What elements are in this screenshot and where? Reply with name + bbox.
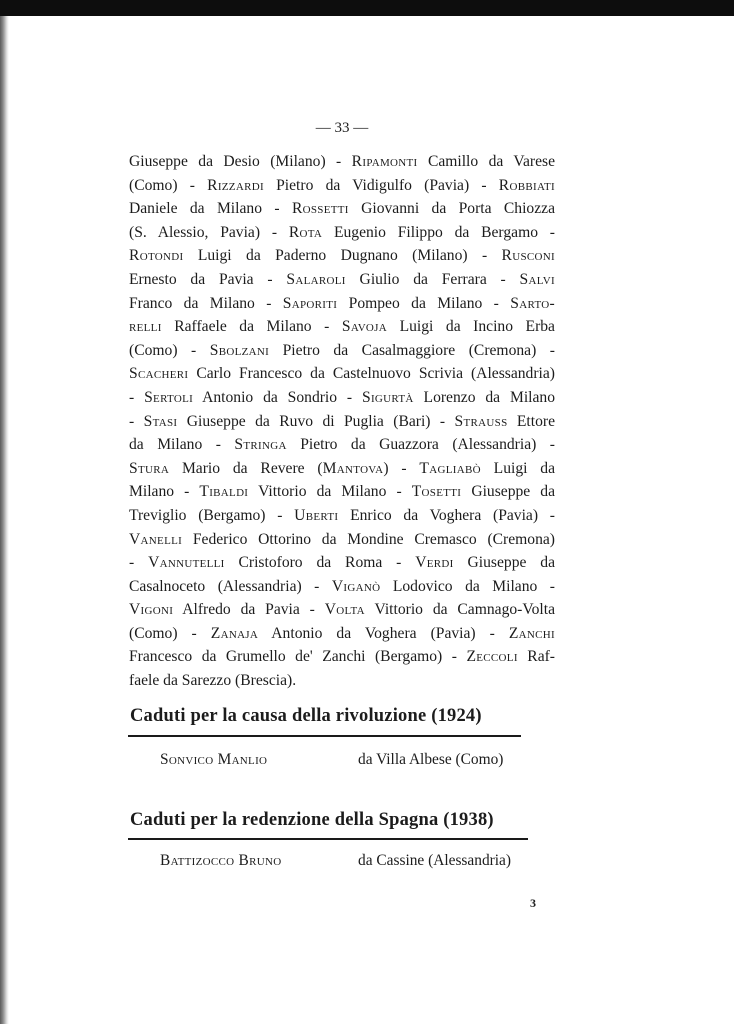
surname: Zeccoli xyxy=(466,648,518,666)
surname: Ripamonti xyxy=(351,153,418,170)
surname: Sigurtà xyxy=(362,388,414,406)
text-line xyxy=(129,504,555,528)
text-segment: Antonio da Voghera (Pavia) - xyxy=(258,624,509,642)
text-segment: (S. Alessio, Pavia) - xyxy=(129,223,289,241)
surname: Salaroli xyxy=(286,270,346,288)
text-line xyxy=(129,410,555,434)
surname: Robbiati xyxy=(498,176,555,194)
text-segment: Giuseppe da xyxy=(461,483,555,501)
text-line xyxy=(129,197,555,221)
surname: Rota xyxy=(288,223,323,241)
text-line xyxy=(129,551,555,575)
fallen-entry-row xyxy=(0,852,734,874)
text-line xyxy=(129,315,555,339)
text-line xyxy=(129,622,555,646)
surname: Scacheri xyxy=(129,365,189,383)
text-segment: Alfredo da Pavia - xyxy=(173,601,325,619)
surname: Savoja xyxy=(341,318,388,336)
text-segment: Ettore xyxy=(507,412,556,430)
text-segment: Raf- xyxy=(517,648,555,666)
surname: Rossetti xyxy=(291,200,349,218)
surname: Stasi xyxy=(143,412,178,430)
text-segment: - xyxy=(129,388,145,406)
text-segment: Pietro da Vidigulfo (Pavia) - xyxy=(263,176,499,194)
text-segment: faele da Sarezzo (Brescia). xyxy=(129,672,297,690)
surname: Sbolzani xyxy=(209,341,270,359)
text-segment: Luigi da xyxy=(480,459,555,477)
text-line xyxy=(129,268,555,292)
text-segment: Vittorio da Milano - xyxy=(248,483,412,501)
section-heading-revolution: Caduti per la causa della rivoluzione (1924) xyxy=(130,706,482,726)
surname: Viganò xyxy=(331,577,381,595)
text-segment: Eugenio Filippo da Bergamo - xyxy=(322,223,555,241)
text-line xyxy=(129,598,555,622)
text-segment: Antonio da Sondrio - xyxy=(193,388,362,406)
surname: Vannutelli xyxy=(148,554,225,572)
fallen-name: Battizocco Bruno xyxy=(160,852,282,869)
text-segment: (Como) - xyxy=(129,176,208,194)
fallen-origin: da Villa Albese (Como) xyxy=(358,751,504,768)
page-number: — 33 — xyxy=(315,120,369,136)
text-segment: Daniele da Milano - xyxy=(129,200,292,218)
text-line xyxy=(129,433,555,457)
text-segment: Giulio da Ferrara - xyxy=(345,270,520,288)
text-segment: Federico Ottorino da Mondine Cremasco (Cremona) xyxy=(182,530,555,548)
text-segment: Francesco da Grumello de' Zanchi (Bergamo) - xyxy=(129,648,467,666)
surname: Tagliabò xyxy=(419,459,481,477)
text-line xyxy=(129,292,555,316)
text-segment: Treviglio (Bergamo) - xyxy=(129,506,295,524)
surname: relli xyxy=(129,318,162,336)
text-segment: Cristoforo da Roma - xyxy=(224,554,416,572)
text-line xyxy=(129,528,555,552)
text-segment: - xyxy=(129,412,144,430)
text-segment: Luigi da Paderno Dugnano (Milano) - xyxy=(183,247,502,265)
surname: Sarto- xyxy=(510,294,555,312)
text-segment: Franco da Milano - xyxy=(129,294,283,312)
surname: Tibaldi xyxy=(199,483,249,501)
section-heading-underline xyxy=(128,838,528,840)
surname: Zanaja xyxy=(210,624,259,642)
text-segment: Giuseppe da xyxy=(453,554,555,572)
surname: Zanchi xyxy=(508,624,556,642)
surname: Tosetti xyxy=(411,483,462,501)
text-line xyxy=(129,339,555,363)
text-segment: Pietro da Casalmaggiore (Cremona) - xyxy=(269,341,555,359)
text-line xyxy=(129,244,555,268)
text-line xyxy=(129,575,555,599)
text-segment: Luigi da Incino Erba xyxy=(387,318,555,336)
surname: Vigoni xyxy=(129,601,174,619)
text-line xyxy=(129,457,555,481)
surname: Rusconi xyxy=(501,247,555,265)
section-heading-spain: Caduti per la redenzione della Spagna (1938) xyxy=(130,810,494,830)
surname: Mantova xyxy=(322,459,384,477)
text-segment: (Como) - xyxy=(129,624,211,642)
surname: Stura xyxy=(129,459,170,477)
text-segment: Mario da Revere ( xyxy=(169,459,323,477)
text-segment: da Milano - xyxy=(129,436,235,454)
surname: Saporiti xyxy=(282,294,338,312)
surname: Volta xyxy=(324,601,365,619)
text-segment: Camillo da Varese xyxy=(417,153,555,170)
text-segment: ) - xyxy=(383,459,420,477)
text-segment: Casalnoceto (Alessandria) - xyxy=(129,577,332,595)
text-line xyxy=(129,174,555,198)
text-segment: Giovanni da Porta Chiozza xyxy=(348,200,555,218)
scan-top-edge xyxy=(0,0,734,16)
surname: Salvi xyxy=(519,270,555,288)
text-segment: Giuseppe da Ruvo di Puglia (Bari) - xyxy=(177,412,455,430)
text-segment: Carlo Francesco da Castelnuovo Scrivia (Alessandria) xyxy=(188,365,555,383)
text-segment: Lodovico da Milano - xyxy=(380,577,555,595)
text-line xyxy=(129,150,555,174)
surname: Strauss xyxy=(454,412,508,430)
names-list-paragraph xyxy=(129,150,555,693)
text-segment: Giuseppe da Desio (Milano) - xyxy=(129,153,352,170)
text-segment: Pietro da Guazzora (Alessandria) - xyxy=(286,436,555,454)
text-segment: Ernesto da Pavia - xyxy=(129,270,287,288)
text-line xyxy=(129,386,555,410)
surname: Rotondi xyxy=(129,247,184,265)
text-segment: Raffaele da Milano - xyxy=(161,318,342,336)
text-line xyxy=(129,362,555,386)
text-segment: Enrico da Voghera (Pavia) - xyxy=(338,506,555,524)
text-segment: Lorenzo da Milano xyxy=(413,388,555,406)
surname: Vanelli xyxy=(129,530,183,548)
fallen-origin: da Cassine (Alessandria) xyxy=(358,852,512,869)
fallen-name: Sonvico Manlio xyxy=(160,751,268,768)
text-segment: Vittorio da Camnago-Volta xyxy=(364,601,555,619)
text-segment: Pompeo da Milano - xyxy=(337,294,511,312)
text-segment: Milano - xyxy=(129,483,200,501)
text-line xyxy=(129,221,555,245)
surname: Uberti xyxy=(294,506,339,524)
surname: Verdi xyxy=(415,554,454,572)
text-line xyxy=(129,645,555,669)
surname: Sertoli xyxy=(144,388,194,406)
surname: Stringa xyxy=(234,436,287,454)
fallen-entry-row xyxy=(0,751,734,773)
text-line xyxy=(129,480,555,504)
text-segment: (Como) - xyxy=(129,341,210,359)
surname: Rizzardi xyxy=(207,176,264,194)
text-line xyxy=(129,669,555,693)
signature-mark: 3 xyxy=(530,896,536,910)
text-segment: - xyxy=(129,554,149,572)
section-heading-underline xyxy=(128,735,521,737)
